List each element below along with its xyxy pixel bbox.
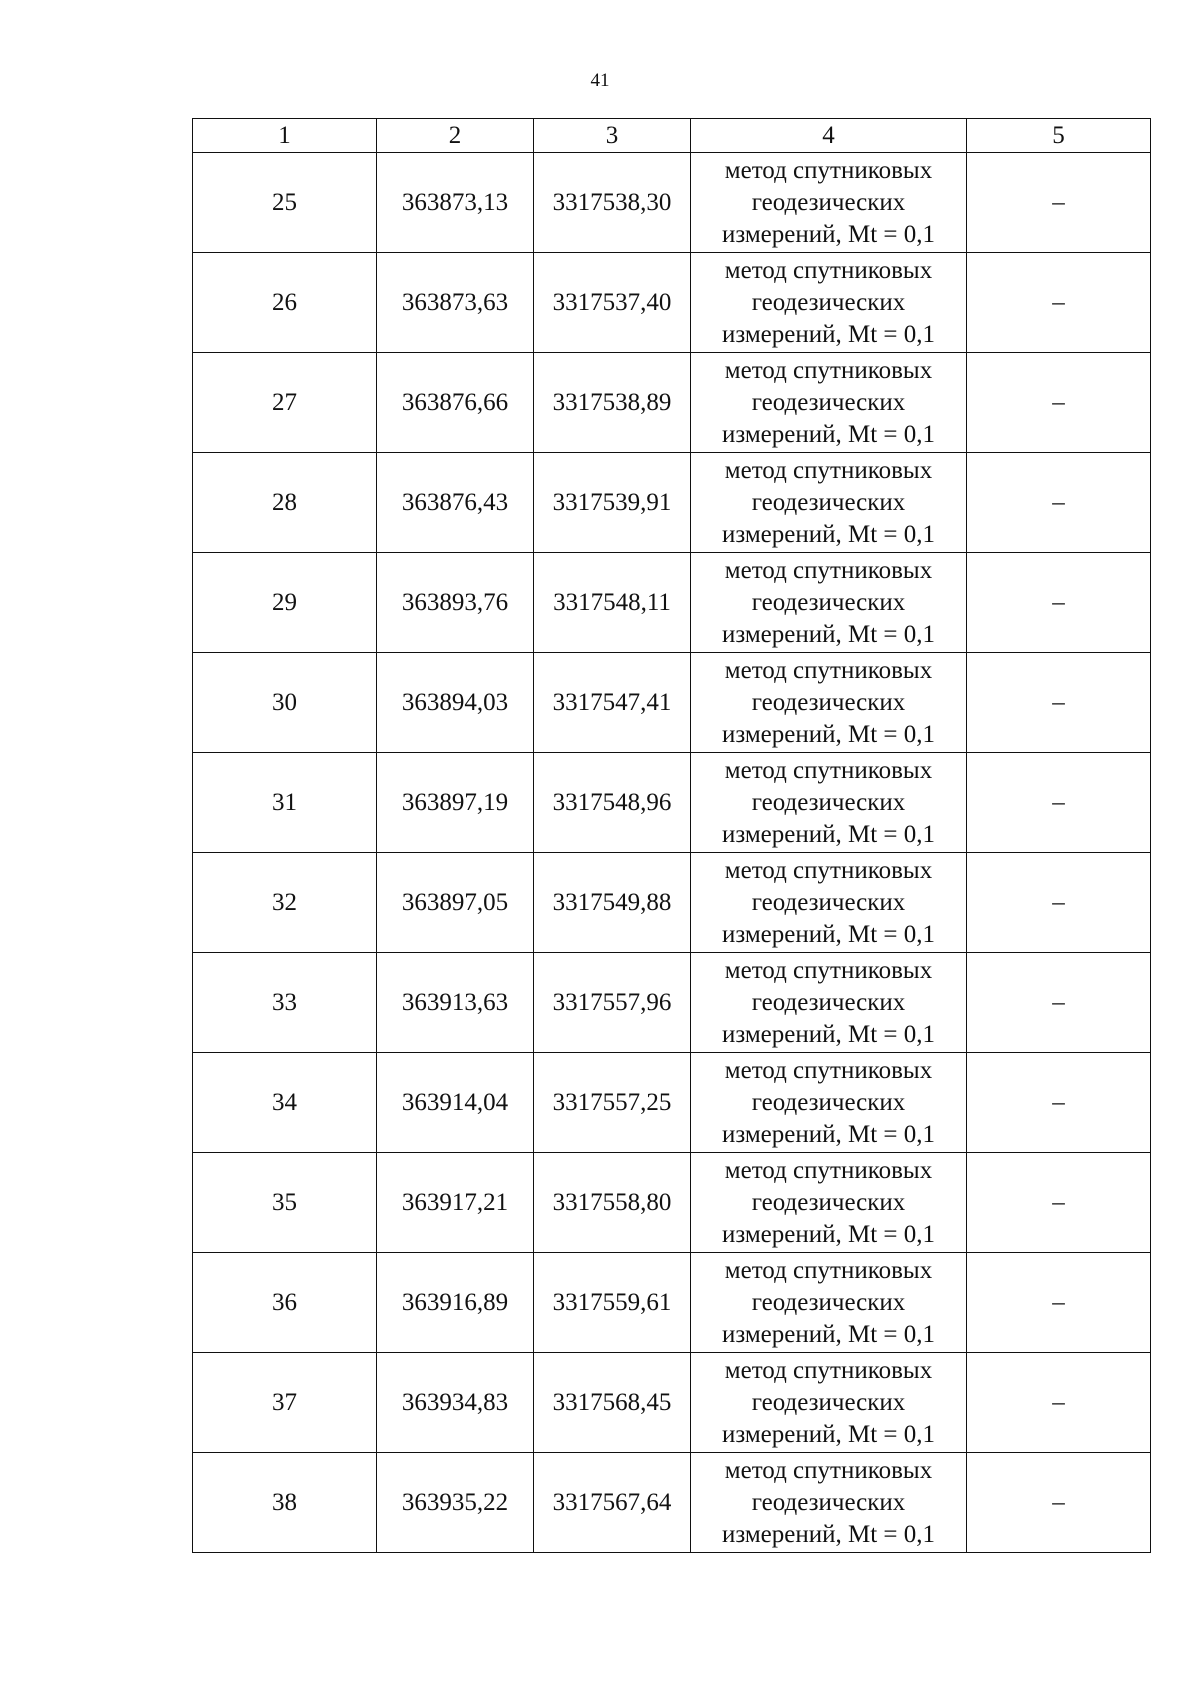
column-header: 1 — [193, 119, 377, 153]
method-cell — [691, 853, 967, 953]
table-row — [193, 453, 1151, 553]
y-coordinate-cell: 3317539,91 — [534, 453, 691, 553]
coordinates-table — [192, 118, 1151, 1553]
point-number-cell: 27 — [193, 353, 377, 453]
table-header-row — [193, 119, 1151, 153]
method-text-line: измерений, Mt = 0,1 — [721, 920, 936, 948]
method-text-line: измерений, Mt = 0,1 — [721, 1120, 936, 1148]
method-text-line: измерений, Mt = 0,1 — [721, 1320, 936, 1348]
table-row — [193, 153, 1151, 253]
method-text-line: измерений, Mt = 0,1 — [721, 820, 936, 848]
table-row — [193, 1253, 1151, 1353]
method-text-line: геодезических — [751, 1488, 906, 1516]
table-row — [193, 853, 1151, 953]
table-row — [193, 353, 1151, 453]
x-coordinate-cell: 363873,13 — [377, 153, 534, 253]
method-text-line: метод спутниковых — [724, 956, 933, 984]
x-coordinate-cell: 363916,89 — [377, 1253, 534, 1353]
x-coordinate-cell: 363897,05 — [377, 853, 534, 953]
method-cell — [691, 153, 967, 253]
method-text-line: геодезических — [751, 1188, 906, 1216]
point-number-cell: 35 — [193, 1153, 377, 1253]
y-coordinate-cell: 3317568,45 — [534, 1353, 691, 1453]
method-cell — [691, 1153, 967, 1253]
method-text-line: метод спутниковых — [724, 1356, 933, 1384]
method-text-line: метод спутниковых — [724, 356, 933, 384]
y-coordinate-cell: 3317547,41 — [534, 653, 691, 753]
note-cell: – — [967, 653, 1151, 753]
y-coordinate-cell: 3317538,89 — [534, 353, 691, 453]
column-header: 4 — [691, 119, 967, 153]
x-coordinate-cell: 363876,66 — [377, 353, 534, 453]
table-row — [193, 553, 1151, 653]
method-text-line: метод спутниковых — [724, 1056, 933, 1084]
point-number-cell: 36 — [193, 1253, 377, 1353]
point-number-cell: 26 — [193, 253, 377, 353]
note-cell: – — [967, 153, 1151, 253]
method-text-line: измерений, Mt = 0,1 — [721, 620, 936, 648]
method-text-line: измерений, Mt = 0,1 — [721, 420, 936, 448]
method-text-line: метод спутниковых — [724, 156, 933, 184]
method-text-line: измерений, Mt = 0,1 — [721, 220, 936, 248]
table-row — [193, 1153, 1151, 1253]
column-header: 2 — [377, 119, 534, 153]
method-text-line: геодезических — [751, 788, 906, 816]
y-coordinate-cell: 3317548,11 — [534, 553, 691, 653]
note-cell: – — [967, 753, 1151, 853]
y-coordinate-cell: 3317557,96 — [534, 953, 691, 1053]
x-coordinate-cell: 363935,22 — [377, 1453, 534, 1553]
method-cell — [691, 653, 967, 753]
note-cell: – — [967, 1353, 1151, 1453]
point-number-cell: 32 — [193, 853, 377, 953]
note-cell: – — [967, 353, 1151, 453]
method-text-line: измерений, Mt = 0,1 — [721, 1020, 936, 1048]
y-coordinate-cell: 3317538,30 — [534, 153, 691, 253]
method-text-line: метод спутниковых — [724, 456, 933, 484]
note-cell: – — [967, 853, 1151, 953]
method-text-line: измерений, Mt = 0,1 — [721, 1220, 936, 1248]
table-row — [193, 653, 1151, 753]
point-number-cell: 28 — [193, 453, 377, 553]
y-coordinate-cell: 3317549,88 — [534, 853, 691, 953]
method-cell — [691, 353, 967, 453]
method-cell — [691, 753, 967, 853]
method-text-line: геодезических — [751, 888, 906, 916]
table-row — [193, 753, 1151, 853]
note-cell: – — [967, 253, 1151, 353]
method-cell — [691, 553, 967, 653]
x-coordinate-cell: 363894,03 — [377, 653, 534, 753]
x-coordinate-cell: 363873,63 — [377, 253, 534, 353]
method-text-line: геодезических — [751, 188, 906, 216]
point-number-cell: 33 — [193, 953, 377, 1053]
method-cell — [691, 1453, 967, 1553]
x-coordinate-cell: 363934,83 — [377, 1353, 534, 1453]
method-text-line: метод спутниковых — [724, 656, 933, 684]
point-number-cell: 30 — [193, 653, 377, 753]
method-cell — [691, 253, 967, 353]
method-cell — [691, 453, 967, 553]
x-coordinate-cell: 363893,76 — [377, 553, 534, 653]
method-text-line: измерений, Mt = 0,1 — [721, 520, 936, 548]
x-coordinate-cell: 363914,04 — [377, 1053, 534, 1153]
table-row — [193, 1453, 1151, 1553]
point-number-cell: 31 — [193, 753, 377, 853]
note-cell: – — [967, 1253, 1151, 1353]
note-cell: – — [967, 453, 1151, 553]
method-text-line: метод спутниковых — [724, 756, 933, 784]
method-cell — [691, 1353, 967, 1453]
point-number-cell: 29 — [193, 553, 377, 653]
note-cell: – — [967, 553, 1151, 653]
method-text-line: геодезических — [751, 588, 906, 616]
point-number-cell: 38 — [193, 1453, 377, 1553]
x-coordinate-cell: 363876,43 — [377, 453, 534, 553]
method-text-line: геодезических — [751, 1088, 906, 1116]
method-cell — [691, 1253, 967, 1353]
point-number-cell: 25 — [193, 153, 377, 253]
method-text-line: геодезических — [751, 1288, 906, 1316]
method-text-line: геодезических — [751, 1388, 906, 1416]
table-row — [193, 1053, 1151, 1153]
method-text-line: геодезических — [751, 288, 906, 316]
method-text-line: метод спутниковых — [724, 256, 933, 284]
x-coordinate-cell: 363897,19 — [377, 753, 534, 853]
point-number-cell: 37 — [193, 1353, 377, 1453]
x-coordinate-cell: 363917,21 — [377, 1153, 534, 1253]
point-number-cell: 34 — [193, 1053, 377, 1153]
method-text-line: метод спутниковых — [724, 856, 933, 884]
y-coordinate-cell: 3317558,80 — [534, 1153, 691, 1253]
y-coordinate-cell: 3317567,64 — [534, 1453, 691, 1553]
method-text-line: метод спутниковых — [724, 1456, 933, 1484]
page-number: 41 — [590, 70, 610, 91]
y-coordinate-cell: 3317557,25 — [534, 1053, 691, 1153]
y-coordinate-cell: 3317537,40 — [534, 253, 691, 353]
method-text-line: измерений, Mt = 0,1 — [721, 720, 936, 748]
method-text-line: геодезических — [751, 488, 906, 516]
note-cell: – — [967, 1453, 1151, 1553]
method-text-line: измерений, Mt = 0,1 — [721, 320, 936, 348]
column-header: 5 — [967, 119, 1151, 153]
table-row — [193, 1353, 1151, 1453]
method-text-line: метод спутниковых — [724, 1156, 933, 1184]
method-text-line: измерений, Mt = 0,1 — [721, 1420, 936, 1448]
x-coordinate-cell: 363913,63 — [377, 953, 534, 1053]
column-header: 3 — [534, 119, 691, 153]
note-cell: – — [967, 953, 1151, 1053]
table-row — [193, 253, 1151, 353]
method-text-line: геодезических — [751, 988, 906, 1016]
method-text-line: геодезических — [751, 688, 906, 716]
table-row — [193, 953, 1151, 1053]
method-cell — [691, 953, 967, 1053]
note-cell: – — [967, 1053, 1151, 1153]
table-body — [193, 153, 1151, 1553]
method-cell — [691, 1053, 967, 1153]
method-text-line: измерений, Mt = 0,1 — [721, 1520, 936, 1548]
note-cell: – — [967, 1153, 1151, 1253]
method-text-line: метод спутниковых — [724, 556, 933, 584]
y-coordinate-cell: 3317548,96 — [534, 753, 691, 853]
method-text-line: метод спутниковых — [724, 1256, 933, 1284]
method-text-line: геодезических — [751, 388, 906, 416]
y-coordinate-cell: 3317559,61 — [534, 1253, 691, 1353]
